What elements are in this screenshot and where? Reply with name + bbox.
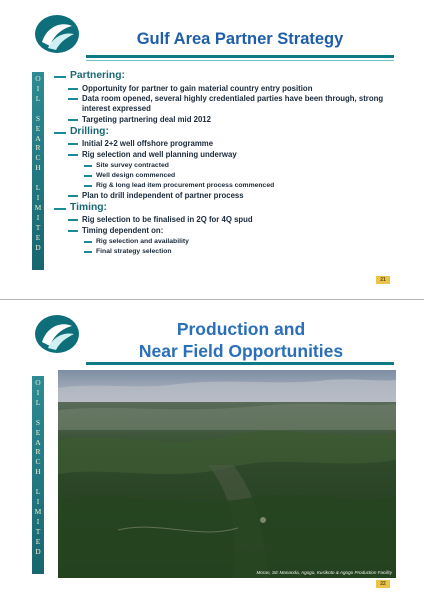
sidebar-letter: T — [35, 222, 41, 232]
section-heading: Partnering: — [54, 70, 394, 83]
sidebar-letter: I — [36, 516, 40, 526]
title-line-2: Near Field Opportunities — [138, 341, 344, 361]
sidebar-letter: A — [35, 133, 41, 143]
bullet-item: Timing dependent on: — [54, 226, 394, 236]
bullet-item: Rig selection to be finalised in 2Q for 4Q spud — [54, 215, 394, 225]
slide-gulf-area — [30, 10, 394, 288]
sidebar-letter: H — [35, 467, 41, 477]
slide-title — [90, 318, 392, 362]
aerial-landscape-photo — [58, 370, 396, 578]
sidebar-letter: L — [35, 93, 41, 103]
sidebar-letter: S — [35, 113, 41, 123]
section-heading: Timing: — [54, 202, 394, 215]
sidebar-letter: E — [35, 232, 41, 242]
sidebar-letter: L — [35, 183, 41, 193]
sidebar-letter: E — [35, 536, 41, 546]
sidebar-letter: S — [35, 417, 41, 427]
sidebar-letter: C — [35, 153, 41, 163]
slide-title: Gulf Area Partner Strategy — [136, 30, 344, 48]
sidebar-letter: E — [35, 123, 41, 133]
oil-search-logo — [34, 314, 80, 354]
sidebar-letter: C — [35, 457, 41, 467]
sidebar-letter: M — [34, 202, 42, 212]
title-rule-thin — [86, 60, 394, 61]
oil-search-sidebar — [32, 376, 44, 574]
slide-divider — [0, 299, 424, 300]
title-line-1: Production and — [176, 319, 306, 339]
title-rule — [86, 362, 394, 365]
sub-bullet-item: Rig & long lead item procurement process commenced — [54, 181, 394, 190]
sidebar-letter: H — [35, 163, 41, 173]
oil-search-logo — [34, 14, 80, 54]
sidebar-letter: D — [35, 546, 41, 556]
section-heading: Drilling: — [54, 126, 394, 139]
sidebar-letter: T — [35, 526, 41, 536]
sub-bullet-item: Well design commenced — [54, 171, 394, 180]
sidebar-letter: I — [36, 387, 40, 397]
slide-production — [30, 310, 394, 592]
sub-bullet-item: Rig selection and availability — [54, 237, 394, 246]
bullet-item: Opportunity for partner to gain material country entry position — [54, 84, 394, 94]
sub-bullet-item: Final strategy selection — [54, 247, 394, 256]
sidebar-letter: L — [35, 397, 41, 407]
photo-caption: Moran, SE Mananda, Agogo, Kusikoto & Agogo Production Facility — [256, 570, 392, 575]
bullet-item: Plan to drill independent of partner process — [54, 191, 394, 201]
title-rule — [86, 55, 394, 58]
sidebar-letter: I — [36, 193, 40, 203]
sidebar-letter: A — [35, 437, 41, 447]
bullet-list — [54, 70, 394, 257]
sidebar-letter: R — [35, 447, 41, 457]
sidebar-letter: I — [36, 83, 40, 93]
bullet-item: Rig selection and well planning underway — [54, 150, 394, 160]
page-number: 21 — [376, 276, 390, 284]
sidebar-letter: R — [35, 143, 41, 153]
sidebar-letter: I — [36, 212, 40, 222]
sidebar-letter: D — [35, 242, 41, 252]
oil-search-sidebar — [32, 72, 44, 270]
bullet-item: Initial 2+2 well offshore programme — [54, 139, 394, 149]
sidebar-letter: O — [35, 378, 41, 387]
sidebar-letter: M — [34, 506, 42, 516]
sub-bullet-item: Site survey contracted — [54, 161, 394, 170]
sidebar-letter: E — [35, 427, 41, 437]
bullet-item: Targeting partnering deal mid 2012 — [54, 115, 394, 125]
sidebar-letter: L — [35, 487, 41, 497]
page-number: 22 — [376, 580, 390, 588]
sidebar-letter: O — [35, 74, 41, 83]
bullet-item: Data room opened, several highly credentialed parties have been through, strong interest expressed — [54, 94, 394, 114]
sidebar-letter: I — [36, 497, 40, 507]
